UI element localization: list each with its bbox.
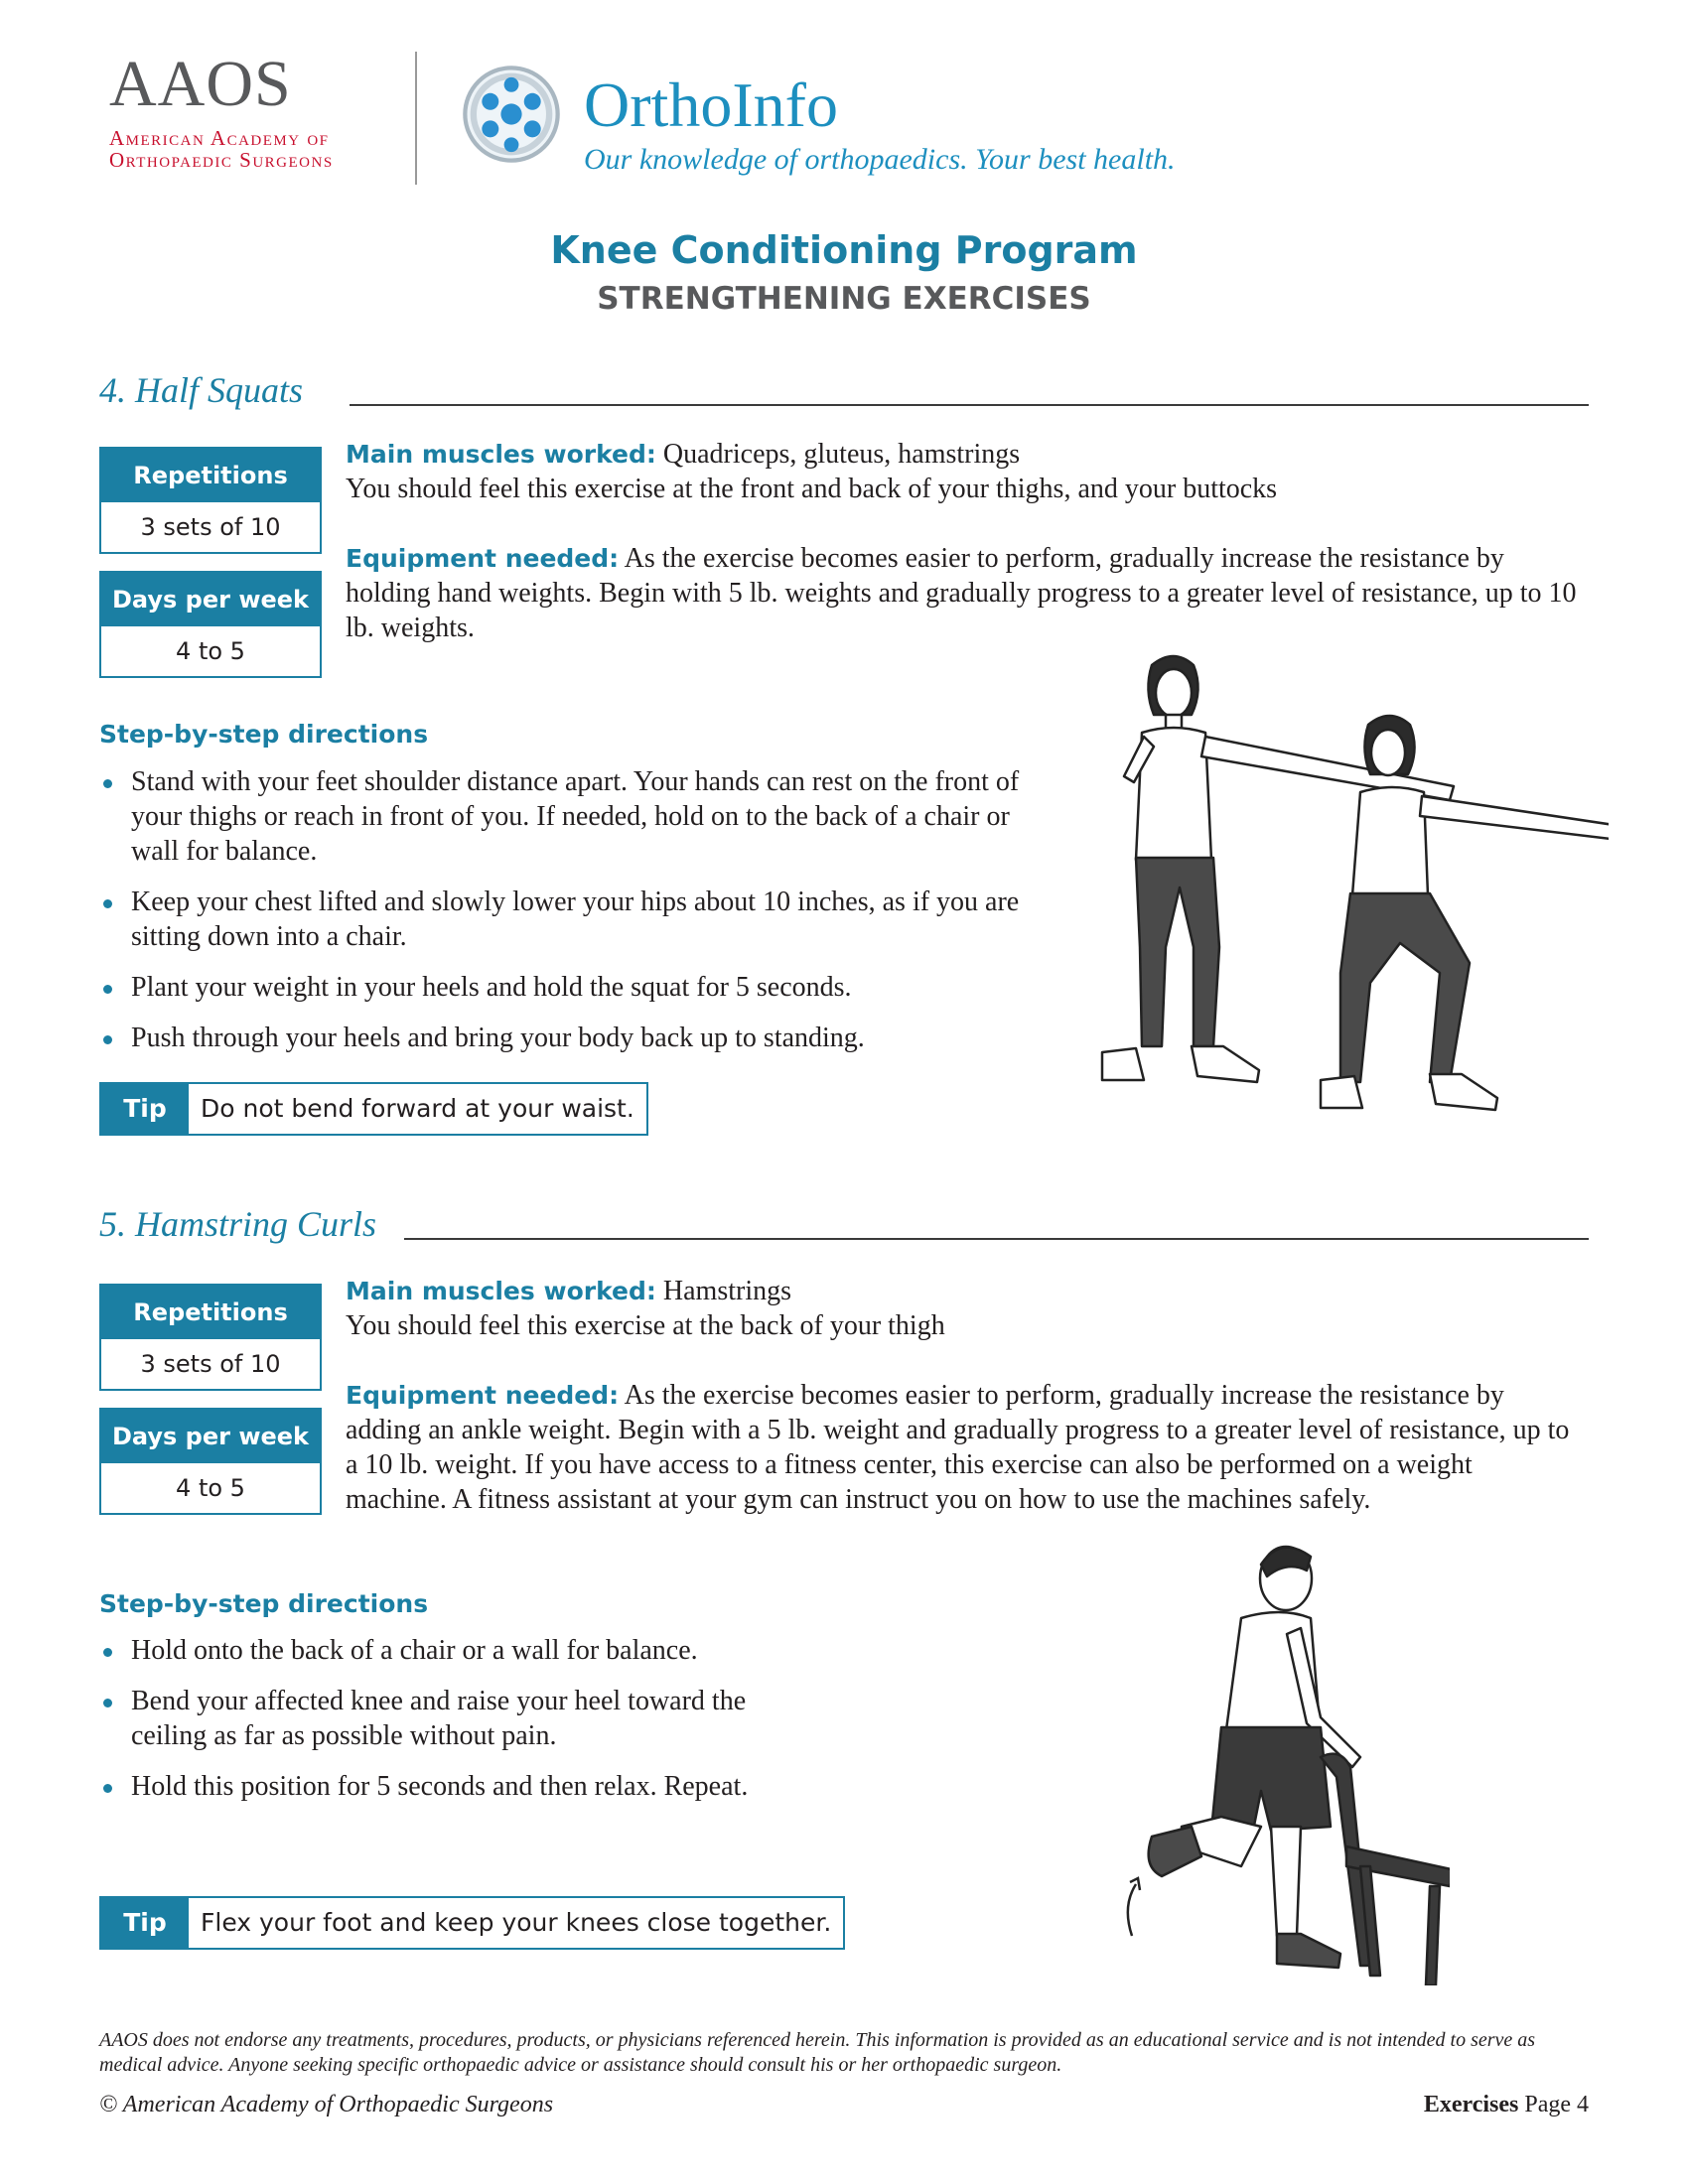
days-value: 4 to 5 [101,1463,320,1513]
direction-item: Bend your affected knee and raise your heel toward the ceiling as far as possible without pain. [99,1684,794,1753]
heading-rule [350,404,1589,406]
repetitions-box [99,447,322,554]
days-per-week-box [99,1408,322,1515]
direction-item: Hold this position for 5 seconds and then relax. Repeat. [99,1769,794,1804]
equipment-text: As the exercise becomes easier to perform, gradually increase the resistance by adding an ankle weight. Begin with a 5 lb. weight and gradually progress to a greater level of resistance, up to a 10 lb. weight. If you have access to a fitness center, this exercise can also be performed on a weight machine. A fitness assistant at your gym can instruct you on how to use the machines safely. [346,1380,1570,1515]
equipment-text: As the exercise becomes easier to perform, gradually increase the resistance by holding hand weights. Begin with 5 lb. weights and gradually progress to a greater level of resistance, up to 10 lb. weights. [346,543,1577,643]
direction-item: Plant your weight in your heels and hold the squat for 5 seconds. [99,970,1053,1005]
days-label: Days per week [101,1410,320,1463]
equipment-label: Equipment needed: [346,544,620,573]
days-per-week-box [99,571,322,678]
page-number [1424,2093,1589,2116]
muscles-note: You should feel this exercise at the back of your thigh [346,1310,945,1341]
muscles-value: Quadriceps, gluteus, hamstrings [662,439,1021,470]
equipment-label: Equipment needed: [346,1381,620,1410]
repetitions-label: Repetitions [101,1286,320,1339]
aaos-line-1: American Academy of [109,126,330,150]
half-squat-illustration [1092,645,1609,1112]
document-subtitle: STRENGTHENING EXERCISES [597,281,1091,317]
muscles-value: Hamstrings [662,1276,791,1306]
page-section: Exercises [1423,2092,1519,2117]
header-divider [415,52,417,185]
copyright: © American Academy of Orthopaedic Surgeons [99,2092,554,2117]
exercise-heading: 5. Hamstring Curls [99,1204,377,1244]
orthoinfo-logo-icon [459,62,564,167]
repetitions-value: 3 sets of 10 [101,1339,320,1389]
repetitions-value: 3 sets of 10 [101,502,320,552]
document-title: Knee Conditioning Program [550,228,1138,272]
direction-item: Hold onto the back of a chair or a wall for balance. [99,1633,794,1668]
tip-box [99,1082,648,1136]
exercise-heading: 4. Half Squats [99,370,304,410]
directions-list [99,1633,794,1820]
hamstring-curl-illustration [1092,1529,1450,1985]
heading-rule [404,1238,1589,1240]
muscles-worked [346,1274,1597,1343]
aaos-letters: AAOS [109,48,292,120]
aaos-logo-subtitle [109,127,334,171]
days-label: Days per week [101,573,320,626]
tip-label: Tip [101,1084,189,1134]
aaos-line-2: Orthopaedic Surgeons [109,148,334,172]
muscles-note: You should feel this exercise at the front and back of your thighs, and your buttocks [346,474,1278,504]
days-value: 4 to 5 [101,626,320,676]
directions-list [99,764,1053,1071]
page-label: Page 4 [1524,2092,1589,2117]
aaos-logo-text [109,48,292,120]
repetitions-box [99,1284,322,1391]
tip-box [99,1896,845,1950]
direction-item: Push through your heels and bring your body back up to standing. [99,1021,1053,1055]
direction-item: Keep your chest lifted and slowly lower your hips about 10 inches, as if you are sitting down into a chair. [99,885,1053,954]
equipment-needed [346,541,1577,645]
muscles-worked [346,437,1597,506]
repetitions-label: Repetitions [101,449,320,502]
directions-heading: Step-by-step directions [99,1589,429,1618]
tip-label: Tip [101,1898,189,1948]
equipment-needed [346,1378,1577,1517]
tip-text: Do not bend forward at your waist. [201,1094,634,1123]
muscles-label: Main muscles worked: [346,1277,656,1305]
orthoinfo-tagline: Our knowledge of orthopaedics. Your best health. [584,143,1176,176]
direction-item: Stand with your feet shoulder distance apart. Your hands can rest on the front of your thighs or reach in front of you. If needed, hold on to the back of a chair or wall for balance. [99,764,1053,869]
directions-heading: Step-by-step directions [99,720,429,749]
orthoinfo-name: OrthoInfo [584,69,838,140]
disclaimer: AAOS does not endorse any treatments, procedures, products, or physicians referenced herein. This information is provided as an educational service and is not intended to serve as medical advice. Anyone seeking specific orthopaedic advice or assistance should consult his or her orthopaedic surgeon. [99,2029,1536,2076]
muscles-label: Main muscles worked: [346,440,656,469]
tip-text: Flex your foot and keep your knees close together. [201,1908,832,1937]
